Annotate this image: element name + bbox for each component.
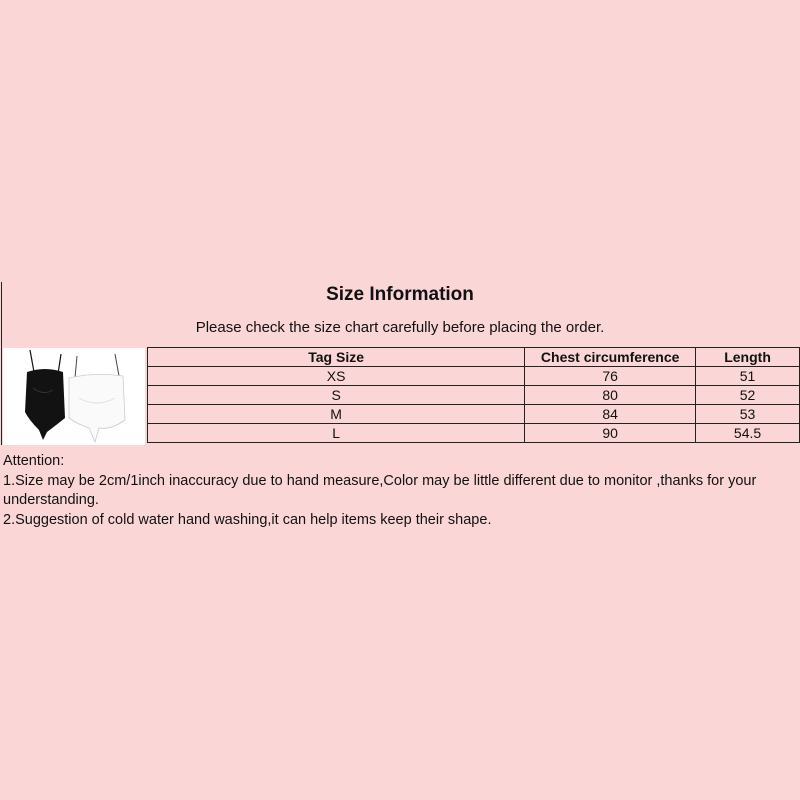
cell-length: 51 [696, 367, 800, 386]
cell-length: 53 [696, 405, 800, 424]
attention-notes [3, 452, 793, 530]
note-line-1: 1.Size may be 2cm/1inch inaccuracy due to hand measure,Color may be little different due to monitor ,thanks for your understanding. [3, 472, 757, 508]
table-header-row [148, 348, 800, 367]
table-row [148, 405, 800, 424]
header-chest: Chest circumference [525, 348, 696, 367]
cell-size: XS [148, 367, 525, 386]
cell-chest: 76 [525, 367, 696, 386]
cell-size: S [148, 386, 525, 405]
notes-heading: Attention: [3, 453, 65, 469]
camisole-tops-image [3, 348, 145, 445]
page-title: Size Information [326, 284, 474, 305]
header-tag-size: Tag Size [148, 348, 525, 367]
page-subtitle: Please check the size chart carefully before placing the order. [195, 319, 605, 336]
cell-chest: 84 [525, 405, 696, 424]
table-row [148, 386, 800, 405]
frame-left-border [1, 282, 2, 445]
cell-chest: 90 [525, 424, 696, 443]
table-row [148, 424, 800, 443]
cell-length: 52 [696, 386, 800, 405]
note-line-2: 2.Suggestion of cold water hand washing,it can help items keep their shape. [3, 511, 492, 528]
cell-length: 54.5 [696, 424, 800, 443]
table-row [148, 367, 800, 386]
size-chart-table [147, 347, 800, 443]
cell-size: L [148, 424, 525, 443]
product-photo [3, 348, 145, 445]
cell-size: M [148, 405, 525, 424]
cell-chest: 80 [525, 386, 696, 405]
header-length: Length [696, 348, 800, 367]
